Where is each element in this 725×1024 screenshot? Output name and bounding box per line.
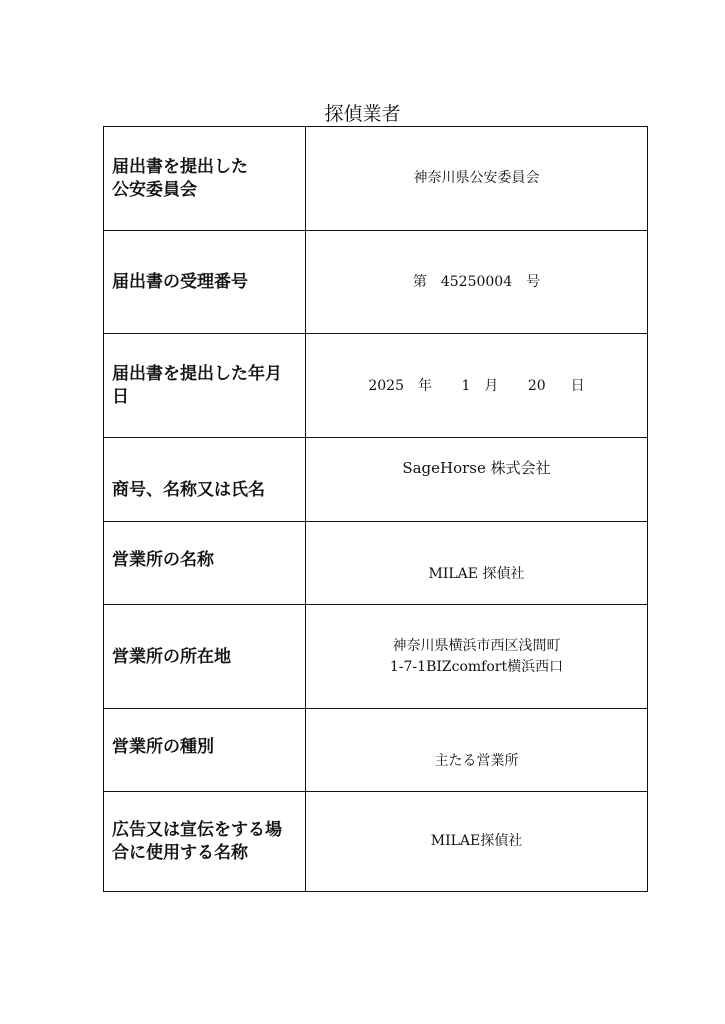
row-value-office-address: 神奈川県横浜市西区浅間町 1-7-1BIZcomfort横浜西口 — [389, 638, 564, 675]
table-row — [104, 708, 647, 792]
row-label-receipt-number: 届出書の受理番号 — [104, 231, 306, 334]
row-label-commission: 届出書を提出した 公安委員会 — [104, 127, 306, 230]
row-value-trade-name: SageHorse 株式会社 — [402, 459, 551, 477]
date-day-unit: 日 — [570, 377, 585, 394]
table-row — [104, 604, 647, 709]
row-value-submission-date — [306, 334, 647, 438]
row-value-office-name: MILAE 探偵社 — [428, 566, 525, 582]
row-label-office-type: 営業所の種別 — [104, 709, 306, 792]
date-year-unit: 年 — [417, 377, 432, 394]
row-value-commission: 神奈川県公安委員会 — [413, 170, 540, 186]
table-row — [104, 127, 647, 230]
row-label-submission-date: 届出書を提出した年月 日 — [104, 334, 306, 438]
row-label-trade-name: 商号、名称又は氏名 — [104, 438, 306, 522]
document-title: 探偵業者 — [324, 103, 401, 125]
row-label-office-name: 営業所の名称 — [104, 522, 306, 605]
table-row — [104, 230, 647, 334]
row-label-office-address: 営業所の所在地 — [104, 605, 306, 709]
table-row — [104, 437, 647, 522]
row-value-receipt-number: 第 45250004 号 — [412, 274, 541, 290]
row-label-advertising-name: 広告又は宣伝をする場 合に使用する名称 — [104, 792, 306, 891]
date-month: 1 — [461, 377, 471, 394]
date-year: 2025 — [368, 377, 404, 394]
table-row — [104, 333, 647, 438]
row-value-office-type: 主たる営業所 — [434, 753, 519, 769]
date-month-unit: 月 — [484, 377, 499, 394]
table-row — [104, 791, 647, 891]
registration-table — [103, 126, 648, 892]
table-row — [104, 521, 647, 605]
date-day: 20 — [527, 377, 546, 394]
row-value-advertising-name: MILAE探偵社 — [430, 833, 523, 849]
